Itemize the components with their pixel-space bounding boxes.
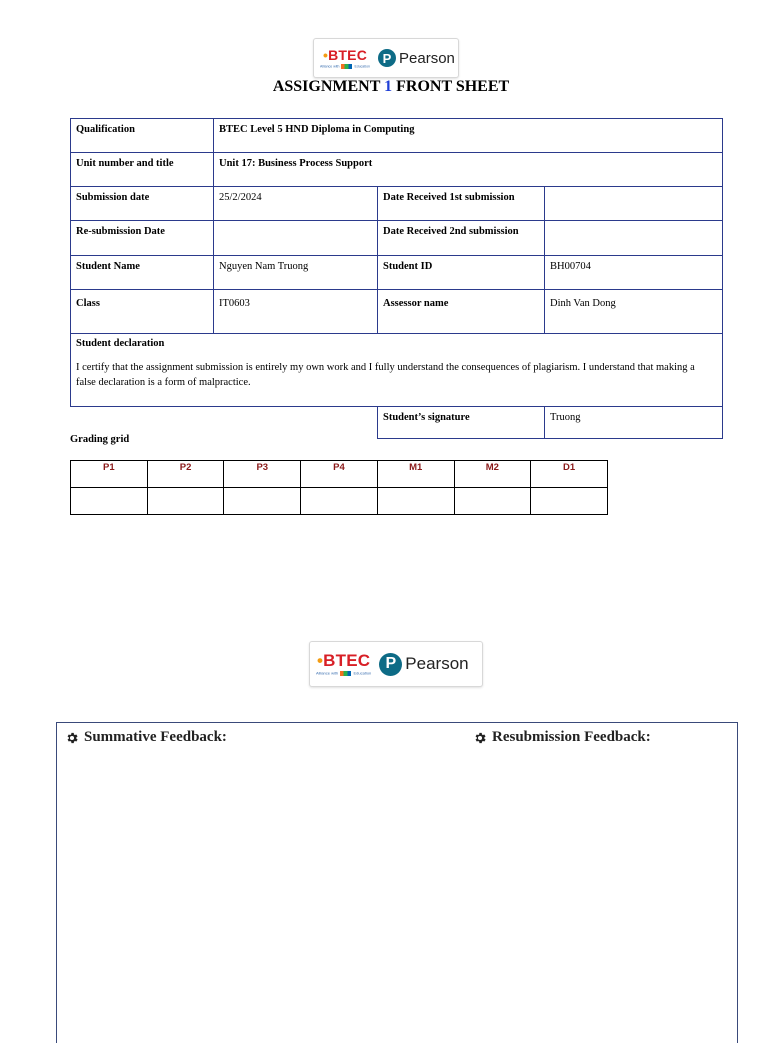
unit-value: Unit 17: Business Process Support (214, 153, 723, 187)
pearson-logo: P Pearson (379, 653, 468, 676)
grade-header-p4: P4 (301, 461, 378, 488)
grade-header-p1: P1 (71, 461, 148, 488)
pearson-p-icon: P (379, 653, 402, 676)
front-sheet-table (70, 118, 723, 439)
date-received-1-label: Date Received 1st submission (378, 187, 545, 221)
qualification-row (71, 119, 723, 153)
resubmission-date-label: Re-submission Date (71, 221, 214, 256)
gear-icon (65, 731, 79, 745)
fpt-logo-icon (340, 671, 351, 676)
signature-label: Student’s signature (378, 407, 545, 439)
grade-cell-m2 (454, 488, 531, 515)
grade-header-p2: P2 (147, 461, 224, 488)
unit-label: Unit number and title (71, 153, 214, 187)
fpt-logo-icon (341, 64, 352, 69)
date-received-1-value (545, 187, 723, 221)
gear-icon (473, 731, 487, 745)
btec-logo: •BTEC Alliance with Education (316, 651, 372, 676)
date-received-2-label: Date Received 2nd submission (378, 221, 545, 256)
grade-cell-p3 (224, 488, 301, 515)
resubmission-row (71, 221, 723, 256)
class-value: IT0603 (214, 290, 378, 334)
class-row (71, 290, 723, 334)
assessor-label: Assessor name (378, 290, 545, 334)
student-id-value: BH00704 (545, 256, 723, 290)
grade-header-m2: M2 (454, 461, 531, 488)
submission-date-value: 25/2/2024 (214, 187, 378, 221)
feedback-box (56, 722, 738, 1043)
resubmission-feedback-heading: Resubmission Feedback: (473, 729, 651, 746)
assessor-value: Dinh Van Dong (545, 290, 723, 334)
grading-header-row (71, 461, 608, 488)
grade-header-p3: P3 (224, 461, 301, 488)
grade-cell-p1 (71, 488, 148, 515)
qualification-label: Qualification (71, 119, 214, 153)
pearson-p-icon: P (378, 49, 396, 67)
page-title: ASSIGNMENT 1 FRONT SHEET (272, 78, 510, 95)
declaration-text: I certify that the assignment submission is entirely my own work and I fully understand the consequences of plagiarism. I understand that making a false declaration is a form of malpractice. (76, 362, 695, 388)
grade-cell-d1 (531, 488, 608, 515)
submission-row (71, 187, 723, 221)
class-label: Class (71, 290, 214, 334)
student-name-label: Student Name (71, 256, 214, 290)
pearson-logo: P Pearson (378, 49, 455, 67)
grade-cell-p2 (147, 488, 224, 515)
declaration-label: Student declaration (76, 338, 165, 349)
grade-cell-p4 (301, 488, 378, 515)
grading-values-row (71, 488, 608, 515)
declaration-row (71, 334, 723, 407)
grade-cell-m1 (377, 488, 454, 515)
student-row (71, 256, 723, 290)
grade-header-m1: M1 (377, 461, 454, 488)
submission-date-label: Submission date (71, 187, 214, 221)
summative-feedback-heading: Summative Feedback: (65, 729, 227, 746)
student-name-value: Nguyen Nam Truong (214, 256, 378, 290)
date-received-2-value (545, 221, 723, 256)
btec-pearson-logo (309, 641, 483, 687)
btec-pearson-logo (313, 38, 459, 78)
declaration-cell (71, 334, 723, 407)
signature-value: Truong (545, 407, 723, 439)
grade-header-d1: D1 (531, 461, 608, 488)
btec-logo: •BTEC Alliance with Education (320, 46, 371, 68)
resubmission-date-value (214, 221, 378, 256)
signature-row (71, 407, 723, 439)
grading-grid-table (70, 460, 608, 515)
unit-row (71, 153, 723, 187)
grading-grid-label: Grading grid (70, 434, 130, 445)
student-id-label: Student ID (378, 256, 545, 290)
qualification-value: BTEC Level 5 HND Diploma in Computing (214, 119, 723, 153)
